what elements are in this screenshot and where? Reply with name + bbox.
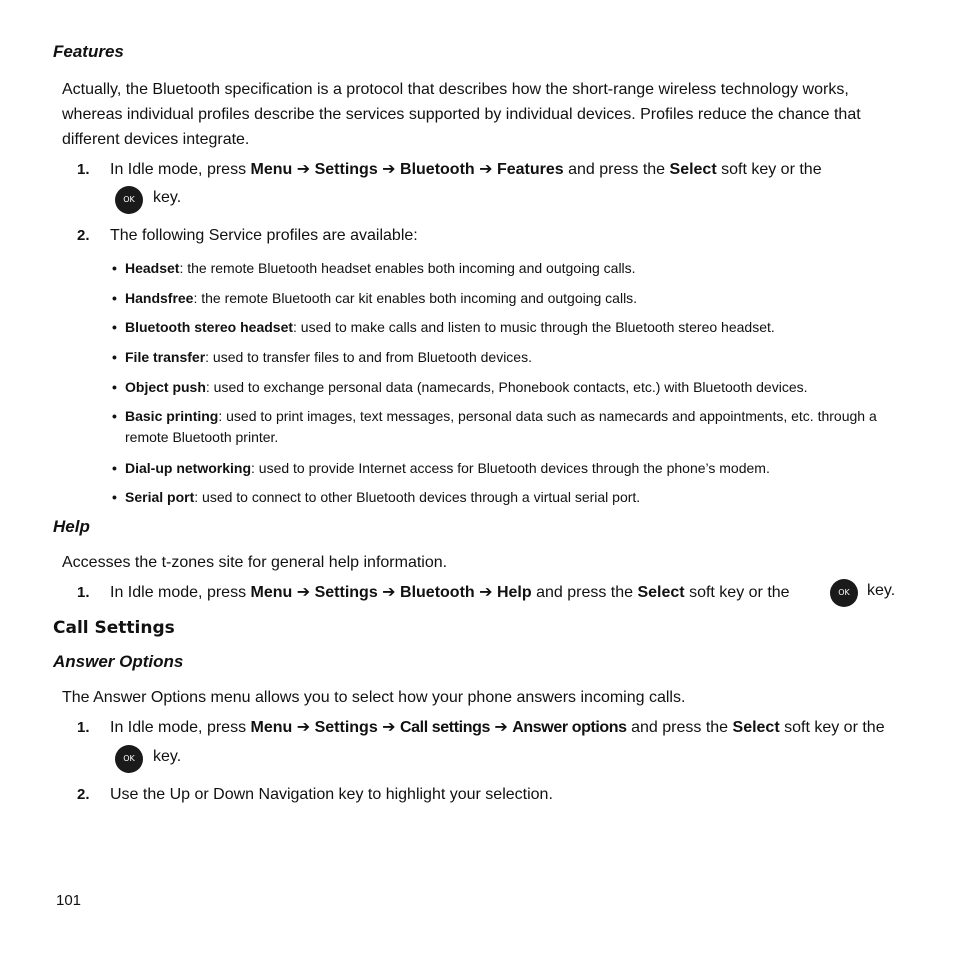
features-heading: Features [53, 42, 124, 61]
help-step1-key-text: key. [867, 582, 896, 599]
help-step1-number: 1. [77, 584, 90, 601]
bullet-basic-printing: • Basic printing: used to print images, text messages, personal data such as namecards and appointments, etc. through a remote Bluetooth printer. [112, 408, 877, 445]
bullet-handsfree: • Handsfree: the remote Bluetooth car kit enables both incoming and outgoing calls. [112, 290, 638, 306]
bullet-serial-port: • Serial port: used to connect to other Bluetooth devices through a virtual serial port. [112, 489, 641, 505]
features-step1-number: 1. [77, 161, 90, 178]
page-number: 101 [56, 892, 82, 909]
answer-step2-text: Use the Up or Down Navigation key to highlight your selection. [110, 786, 553, 803]
bullet-headset: • Headset: the remote Bluetooth headset enables both incoming and outgoing calls. [112, 260, 636, 276]
ok-key-icon: OK [115, 745, 143, 773]
features-intro: Actually, the Bluetooth specification is a protocol that describes how the short-range wireless technology works, whereas individual profiles describe the services supported by individual devices. Profiles reduce the chance that different devices integrate. [62, 81, 861, 148]
features-step1-key-text: key. [153, 189, 182, 206]
bullet-dialup-networking: • Dial-up networking: used to provide Internet access for Bluetooth devices through the phone’s modem. [112, 460, 770, 476]
bullet-file-transfer: • File transfer: used to transfer files to and from Bluetooth devices. [112, 349, 532, 365]
bullet-object-push: • Object push: used to exchange personal data (namecards, Phonebook contacts, etc.) with Bluetooth devices. [112, 379, 808, 395]
help-heading: Help [53, 517, 90, 536]
answer-options-heading: Answer Options [53, 652, 184, 671]
answer-step1-text: In Idle mode, press Menu ➔ Settings ➔ Call settings ➔ Answer options and press the Select soft key or the [110, 719, 885, 736]
ok-key-icon: OK [115, 186, 143, 214]
answer-options-intro: The Answer Options menu allows you to select how your phone answers incoming calls. [62, 689, 686, 706]
help-intro: Accesses the t-zones site for general help information. [62, 554, 448, 571]
call-settings-heading: Call Settings [53, 618, 175, 638]
answer-step1-number: 1. [77, 719, 90, 736]
features-step2-text: The following Service profiles are available: [110, 227, 418, 244]
features-step1-text: In Idle mode, press Menu ➔ Settings ➔ Bluetooth ➔ Features and press the Select soft key or the [110, 161, 822, 178]
bullet-stereo-headset: • Bluetooth stereo headset: used to make calls and listen to music through the Bluetooth stereo headset. [112, 319, 775, 335]
ok-key-icon: OK [830, 579, 858, 607]
answer-step1-key-text: key. [153, 748, 182, 765]
answer-step2-number: 2. [77, 786, 90, 803]
help-step1-text: In Idle mode, press Menu ➔ Settings ➔ Bluetooth ➔ Help and press the Select soft key or the [110, 584, 790, 601]
features-step2-number: 2. [77, 227, 90, 244]
